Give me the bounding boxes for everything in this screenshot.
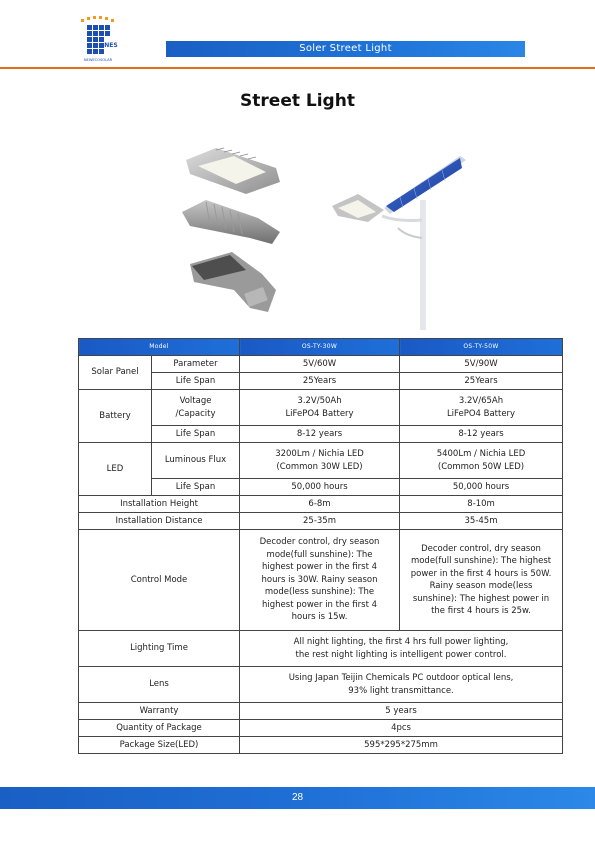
control-mode-50w: Decoder control, dry season mode(full sunshine): The highest power in the first 4 hours is 50W. Rainy season mode(less sunshine): The highest power in the first 4 hours is 25w. (400, 530, 563, 631)
installation-distance-30w: 25-35m (240, 513, 400, 530)
quantity-label: Quantity of Package (79, 720, 240, 737)
panel-life-50w: 25Years (400, 373, 563, 390)
panel-life-30w: 25Years (240, 373, 400, 390)
battery-life-30w: 8-12 years (240, 426, 400, 443)
control-mode-30w: Decoder control, dry season mode(full sunshine): The highest power in the first 4 hours is 30W. Rainy season mode(less sunshine): The highest power in the first 4 hours is 15w. (240, 530, 400, 631)
battery-life-label: Life Span (152, 426, 240, 443)
battery-label: Battery (79, 390, 152, 443)
package-size-label: Package Size(LED) (79, 737, 240, 754)
parameter-label: Parameter (152, 356, 240, 373)
header-title-bar: Soler Street Light (166, 41, 525, 57)
page-number: 28 (0, 787, 595, 809)
header-model: Model (79, 339, 240, 356)
installation-height-50w: 8-10m (400, 496, 563, 513)
voltage-50w: 3.2V/65Ah LiFePO4 Battery (400, 390, 563, 426)
logo-subtext: NEWECOSOLAR (83, 58, 113, 62)
quantity-value: 4pcs (240, 720, 563, 737)
led-life-50w: 50,000 hours (400, 479, 563, 496)
table-row (79, 443, 563, 479)
lamp-heads-image (176, 140, 288, 330)
table-row (79, 720, 563, 737)
table-header-row (79, 339, 563, 356)
warranty-value: 5 years (240, 703, 563, 720)
installation-height-30w: 6-8m (240, 496, 400, 513)
lens-value: Using Japan Teijin Chemicals PC outdoor optical lens, 93% light transmittance. (240, 667, 563, 703)
table-row (79, 703, 563, 720)
table-row (79, 737, 563, 754)
header-divider (0, 67, 595, 69)
led-label: LED (79, 443, 152, 496)
lighting-time-label: Lighting Time (79, 631, 240, 667)
package-size-value: 595*295*275mm (240, 737, 563, 754)
table-row (79, 530, 563, 631)
table-row (79, 373, 563, 390)
led-life-30w: 50,000 hours (240, 479, 400, 496)
battery-life-50w: 8-12 years (400, 426, 563, 443)
logo-text: NES (104, 42, 118, 49)
table-row (79, 479, 563, 496)
table-row (79, 426, 563, 443)
flux-30w: 3200Lm / Nichia LED (Common 30W LED) (240, 443, 400, 479)
flux-label: Luminous Flux (152, 443, 240, 479)
lighting-time-value: All night lighting, the first 4 hrs full power lighting, the rest night lighting is intelligent power control. (240, 631, 563, 667)
table-row (79, 513, 563, 530)
voltage-label: Voltage /Capacity (152, 390, 240, 426)
table-row (79, 631, 563, 667)
control-mode-label: Control Mode (79, 530, 240, 631)
solar-panel-label: Solar Panel (79, 356, 152, 390)
installation-distance-label: Installation Distance (79, 513, 240, 530)
led-life-label: Life Span (152, 479, 240, 496)
installation-height-label: Installation Height (79, 496, 240, 513)
lens-label: Lens (79, 667, 240, 703)
table-row (79, 667, 563, 703)
specification-table (78, 338, 563, 754)
header-model-30w: OS-TY-30W (240, 339, 400, 356)
solar-street-light-image (328, 150, 476, 330)
header-model-50w: OS-TY-50W (400, 339, 563, 356)
table-row (79, 356, 563, 373)
voltage-30w: 3.2V/50Ah LiFePO4 Battery (240, 390, 400, 426)
panel-life-label: Life Span (152, 373, 240, 390)
warranty-label: Warranty (79, 703, 240, 720)
table-row (79, 496, 563, 513)
table-row (79, 390, 563, 426)
installation-distance-50w: 35-45m (400, 513, 563, 530)
parameter-50w: 5V/90W (400, 356, 563, 373)
flux-50w: 5400Lm / Nichia LED (Common 50W LED) (400, 443, 563, 479)
parameter-30w: 5V/60W (240, 356, 400, 373)
company-logo (78, 16, 120, 64)
page-title: Street Light (240, 91, 355, 111)
